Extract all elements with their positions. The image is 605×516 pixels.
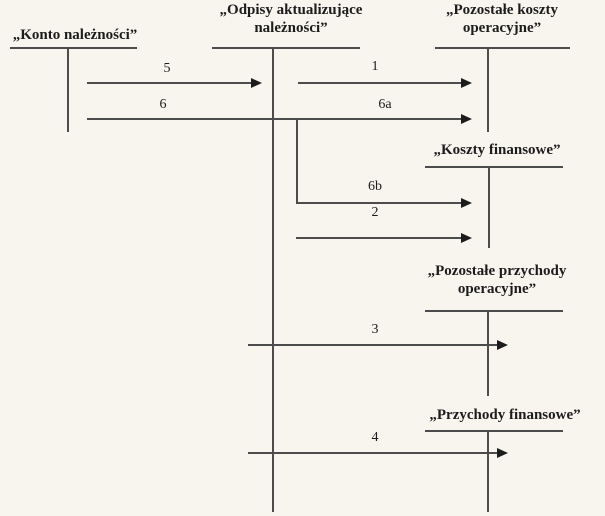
account-title-pozostale-przychody-operacyjne: „Pozostałe przychody operacyjne” [427, 263, 567, 297]
arrow-6a-head-icon [461, 114, 472, 124]
taccount-stem-koszty-finansowe [488, 166, 490, 248]
arrow-3-head-icon [497, 340, 508, 350]
taccount-stem-konto-naleznosci [67, 47, 69, 132]
arrow-4-label: 4 [371, 430, 379, 445]
taccount-topline-konto-naleznosci [10, 47, 137, 49]
arrow-5-head-icon [251, 78, 262, 88]
taccount-stem-przychody-finansowe [487, 430, 489, 512]
arrow-6-shaft [87, 118, 461, 120]
arrow-6a-label: 6a [378, 97, 392, 112]
arrow-5-label: 5 [163, 61, 171, 76]
arrow-1-head-icon [461, 78, 472, 88]
taccount-topline-koszty-finansowe [425, 166, 563, 168]
taccount-topline-odpisy [212, 47, 360, 49]
taccount-stem-pozostale-koszty [487, 47, 489, 132]
arrow-6b-branch-line [296, 118, 298, 203]
account-title-pozostale-koszty-operacyjne: „Pozostałe koszty operacyjne” [445, 2, 559, 36]
arrow-6b-label: 6b [368, 179, 382, 194]
arrow-5-shaft [87, 82, 251, 84]
arrow-3-shaft [248, 344, 497, 346]
taccount-topline-pozostale-koszty [435, 47, 570, 49]
arrow-1-shaft [298, 82, 461, 84]
arrow-4-head-icon [497, 448, 508, 458]
arrow-2-shaft [296, 237, 461, 239]
arrow-4-shaft [248, 452, 497, 454]
taccount-topline-przychody-finansowe [425, 430, 563, 432]
taccount-stem-pozostale-przychody [487, 310, 489, 396]
account-title-koszty-finansowe: „Koszty finansowe” [433, 142, 561, 158]
arrow-6-label: 6 [159, 97, 167, 112]
arrow-3-label: 3 [371, 322, 379, 337]
arrow-2-head-icon [461, 233, 472, 243]
arrow-6b-head-icon [461, 198, 472, 208]
arrow-1-label: 1 [371, 59, 379, 74]
arrow-2-label: 2 [371, 205, 379, 220]
account-title-przychody-finansowe: „Przychody finansowe” [429, 407, 581, 423]
taccount-topline-pozostale-przychody [425, 310, 563, 312]
account-title-konto-naleznosci: „Konto należności” [12, 27, 138, 43]
arrow-6b-shaft [296, 202, 461, 204]
taccount-stem-odpisy [272, 47, 274, 512]
account-title-odpisy-aktualizujace: „Odpisy aktualizujące należności” [219, 2, 363, 36]
